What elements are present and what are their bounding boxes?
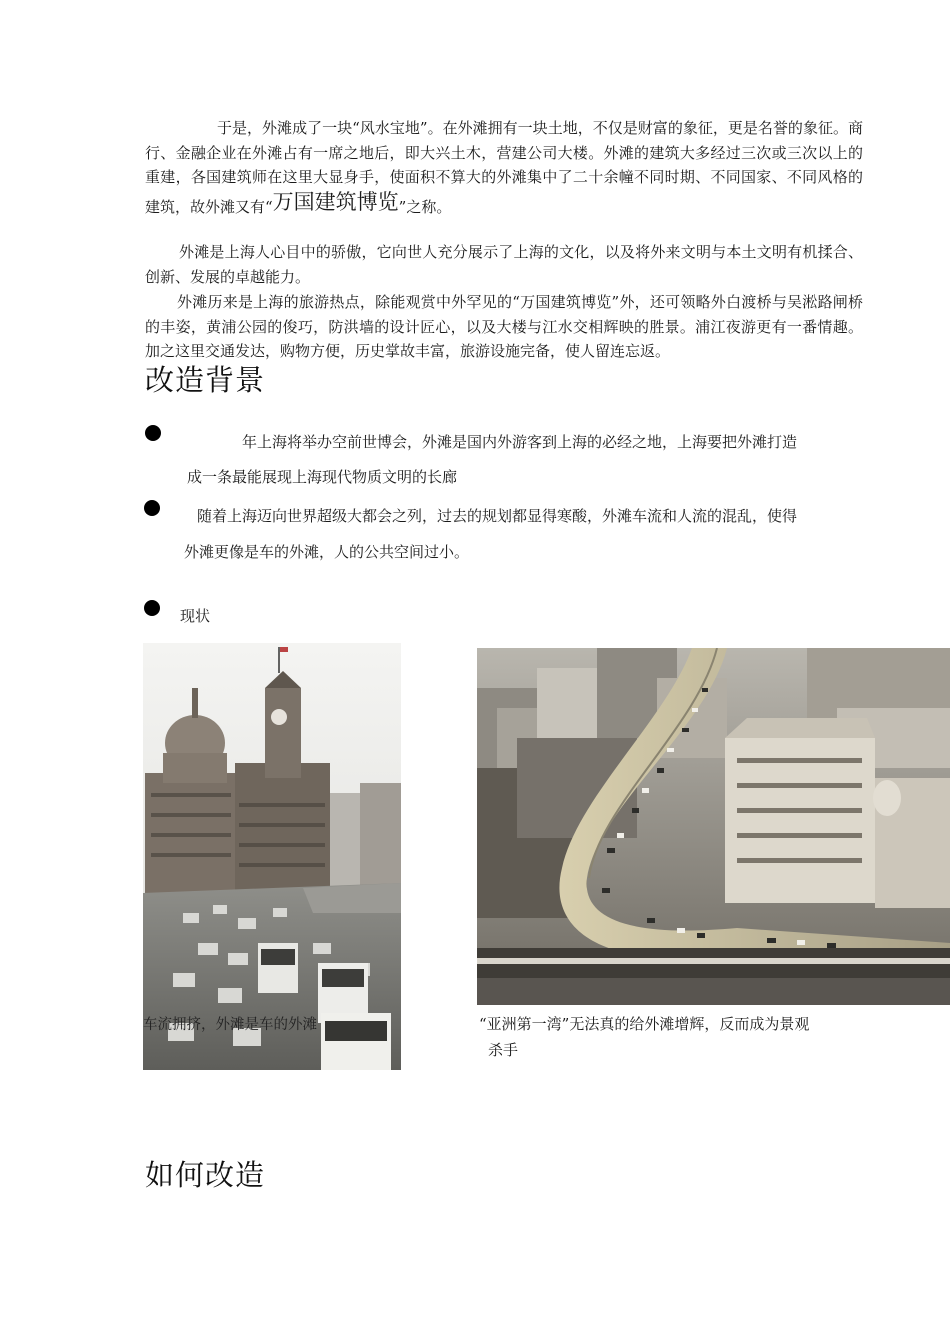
right-photo-caption-line-1: “亚洲第一湾”无法真的给外滩增辉，反而成为景观 — [479, 1015, 810, 1033]
intro-paragraph-3: 外滩历来是上海的旅游热点，除能观赏中外罕见的“万国建筑博览”外，还可领略外白渡桥与吴淞路闸桥的丰姿，黄浦公园的俊巧，防洪墙的设计匠心，以及大楼与江水交相辉映的胜景。浦江夜游更有一番情趣。加之这里交通发达，购物方便，历史掌故丰富，旅游设施完备，使人留连忘返。 — [145, 293, 863, 360]
bullet-3-label: 现状 — [180, 607, 211, 625]
right-photo-caption-line-2: 杀手 — [488, 1041, 519, 1059]
bund-flyover-photo — [477, 648, 950, 1005]
bullet-1-line-1: 年上海将举办空前世博会，外滩是国内外游客到上海的必经之地，上海要把外滩打造 — [242, 433, 798, 451]
intro-p1-text: 于是，外滩成了一块“风水宝地”。在外滩拥有一块土地，不仅是财富的象征，更是名誉的象征。商行、金融企业在外滩占有一席之地后，即大兴土木，营建公司大楼。外滩的建筑大多经过三次或三次以上的重建，各国建筑师在这里大显身手，使面积不算大的外滩集中了二十余幢不同时期、不同国家、不同风格的建筑，故外滩又有“ — [145, 119, 863, 216]
intro-paragraph-1 — [145, 116, 863, 219]
bund-traffic-photo — [143, 643, 401, 1070]
bullet-dot-icon — [145, 425, 161, 441]
intro-paragraph-2: 外滩是上海人心目中的骄傲，它向世人充分展示了上海的文化，以及将外来文明与本土文明有机揉合、创新、发展的卓越能力。 — [145, 243, 863, 286]
bullet-dot-icon — [144, 500, 160, 516]
left-photo-caption: 车流拥挤，外滩是车的外滩 — [143, 1017, 317, 1033]
bullet-2-line-1: 随着上海迈向世界超级大都会之列，过去的规划都显得寒酸，外滩车流和人流的混乱，使得 — [197, 507, 798, 525]
bullet-2-line-2: 外滩更像是车的外滩，人的公共空间过小。 — [184, 543, 470, 561]
section-title-how-to-renovate: 如何改造 — [145, 1158, 266, 1192]
intro-p1-end: ”之称。 — [398, 197, 452, 216]
section-title-background: 改造背景 — [145, 363, 266, 397]
bullet-dot-icon — [144, 600, 160, 616]
bullet-1-line-2: 成一条最能展现上海现代物质文明的长廊 — [187, 468, 458, 486]
intro-p1-term: 万国建筑博览 — [272, 189, 399, 214]
